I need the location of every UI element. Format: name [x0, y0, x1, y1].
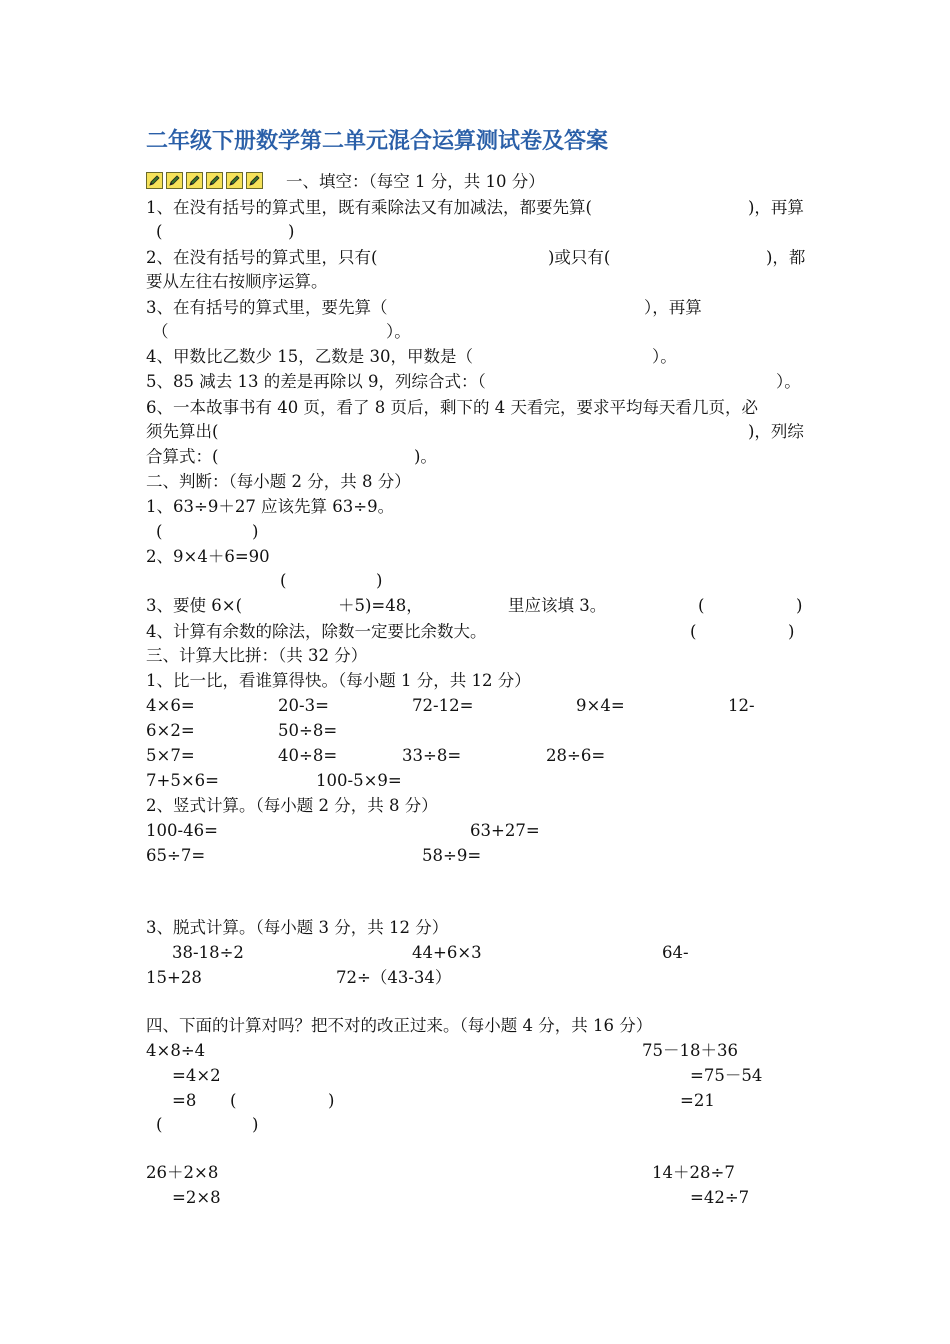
- text-line: 2、在没有括号的算式里，只有(: [146, 248, 378, 267]
- text-line: 4、计算有余数的除法，除数一定要比余数大。: [146, 622, 487, 641]
- text-line: 3、要使 6×(: [146, 596, 243, 615]
- text-line: 72÷（43-34）: [336, 968, 452, 987]
- text-line: 须先算出(: [146, 422, 219, 441]
- text-line: 三、计算大比拼：（共 32 分）: [146, 646, 368, 665]
- text-line: ），再算: [644, 298, 702, 317]
- text-line: (: [698, 596, 705, 615]
- text-line: 3、在有括号的算式里，要先算（: [146, 298, 388, 317]
- text-line: 15+28: [146, 968, 202, 987]
- text-line: (: [156, 222, 163, 241]
- text-line: 9×4=: [576, 696, 625, 715]
- pencil-icon: [146, 172, 163, 189]
- text-line: ): [796, 596, 803, 615]
- pencil-icon: [246, 172, 263, 189]
- text-line: ): [328, 1091, 335, 1110]
- text-line: 里应该填 3。: [508, 596, 607, 615]
- text-line: 7+5×6=: [146, 771, 219, 790]
- text-line: )或只有(: [548, 248, 611, 267]
- text-line: 4×8÷4: [146, 1041, 206, 1060]
- text-line: 44+6×3: [412, 943, 482, 962]
- text-line: 5×7=: [146, 746, 195, 765]
- text-line: 4、甲数比乙数少 15，乙数是 30，甲数是（: [146, 347, 473, 366]
- page-title: 二年级下册数学第二单元混合运算测试卷及答案: [146, 129, 609, 154]
- text-line: =4×2: [172, 1066, 221, 1085]
- text-line: =42÷7: [690, 1188, 750, 1207]
- text-line: 100-46=: [146, 821, 218, 840]
- text-line: ): [376, 571, 383, 590]
- text-line: 一、填空：（每空 1 分，共 10 分）: [286, 172, 545, 191]
- text-line: 2、竖式计算。（每小题 2 分，共 8 分）: [146, 796, 438, 815]
- text-line: 64-: [662, 943, 689, 962]
- text-line: 6×2=: [146, 721, 195, 740]
- text-line: =8: [172, 1091, 197, 1110]
- text-line: ): [252, 522, 259, 541]
- text-line: 38-18÷2: [172, 943, 244, 962]
- text-line: (: [230, 1091, 237, 1110]
- text-line: ）。: [776, 372, 801, 391]
- text-line: =75－54: [690, 1066, 763, 1085]
- text-line: 40÷8=: [278, 746, 338, 765]
- text-line: 14＋28÷7: [652, 1163, 735, 1182]
- text-line: 四、下面的计算对吗？把不对的改正过来。（每小题 4 分，共 16 分）: [146, 1016, 653, 1035]
- text-line: 4×6=: [146, 696, 195, 715]
- text-line: )，再算: [748, 198, 804, 217]
- text-line: =2×8: [172, 1188, 221, 1207]
- text-line: (: [690, 622, 697, 641]
- text-line: ）。: [386, 322, 411, 341]
- text-line: ): [288, 222, 295, 241]
- text-line: 28÷6=: [546, 746, 606, 765]
- pencil-icon: [226, 172, 243, 189]
- text-line: 33÷8=: [402, 746, 462, 765]
- text-line: ): [788, 622, 795, 641]
- text-line: 二、判断：（每小题 2 分，共 8 分）: [146, 472, 411, 491]
- text-line: )，都: [766, 248, 806, 267]
- text-line: )。: [414, 447, 437, 466]
- text-line: (: [156, 522, 163, 541]
- text-line: 26＋2×8: [146, 1163, 219, 1182]
- text-line: ): [252, 1115, 259, 1134]
- text-line: (: [280, 571, 287, 590]
- decorative-icon-strip: [146, 172, 263, 189]
- text-line: 100-5×9=: [316, 771, 402, 790]
- pencil-icon: [166, 172, 183, 189]
- text-line: 5、85 减去 13 的差是再除以 9，列综合式：（: [146, 372, 486, 391]
- text-line: 63+27=: [470, 821, 540, 840]
- text-line: 1、比一比，看谁算得快。（每小题 1 分，共 12 分）: [146, 671, 531, 690]
- text-line: 72-12=: [412, 696, 474, 715]
- text-line: ＋5)=48，: [338, 596, 423, 615]
- text-line: 58÷9=: [422, 846, 482, 865]
- text-line: ）。: [652, 347, 677, 366]
- text-line: 20-3=: [278, 696, 329, 715]
- text-line: )，列综: [748, 422, 804, 441]
- text-line: 2、9×4＋6=90: [146, 547, 270, 566]
- text-line: 1、在没有括号的算式里，既有乘除法又有加减法，都要先算(: [146, 198, 592, 217]
- pencil-icon: [186, 172, 203, 189]
- text-line: 75－18＋36: [642, 1041, 738, 1060]
- text-line: （: [152, 322, 169, 341]
- text-line: 6、一本故事书有 40 页，看了 8 页后，剩下的 4 天看完，要求平均每天看几页，必: [146, 398, 758, 417]
- text-line: 合算式：(: [146, 447, 219, 466]
- text-line: 1、63÷9＋27 应该先算 63÷9。: [146, 497, 395, 516]
- text-line: 65÷7=: [146, 846, 206, 865]
- text-line: 12-: [728, 696, 755, 715]
- text-line: (: [156, 1115, 163, 1134]
- text-line: 要从左往右按顺序运算。: [146, 272, 328, 291]
- text-line: 50÷8=: [278, 721, 338, 740]
- pencil-icon: [206, 172, 223, 189]
- text-line: =21: [680, 1091, 715, 1110]
- text-line: 3、脱式计算。（每小题 3 分，共 12 分）: [146, 918, 449, 937]
